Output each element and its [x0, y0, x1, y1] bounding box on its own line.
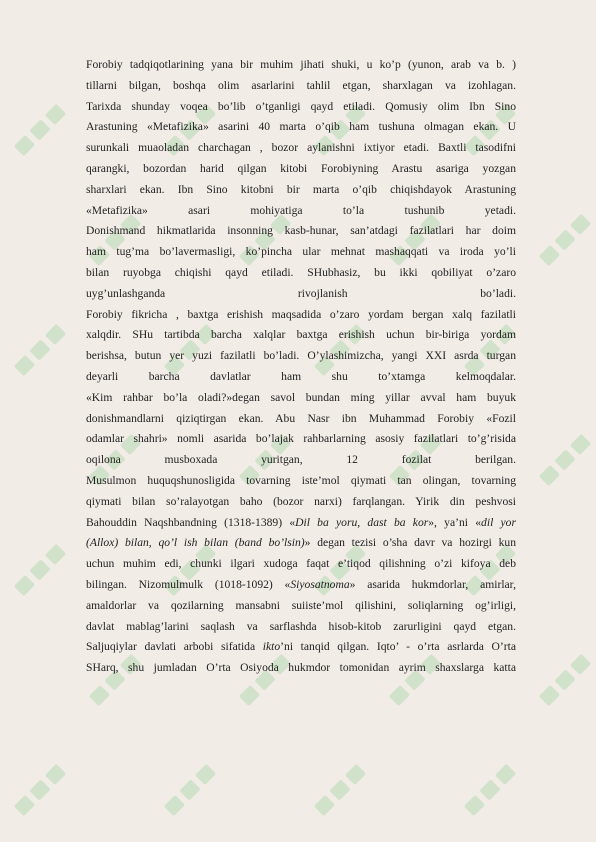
watermark-block	[554, 449, 575, 470]
paragraph	[86, 471, 516, 679]
text-line: ham tug’ma bo’lavermasligi, ko’pincha ular mehnat mashaqqati va iroda yo’li	[86, 245, 516, 259]
watermark-mark	[539, 434, 591, 486]
watermark-mark	[14, 104, 66, 156]
text-line	[86, 533, 516, 554]
text-line: oqilona musboxada yuritgan, 12 fozilat berilgan.	[86, 453, 516, 467]
text-line: «Metafizika» asari mohiyatiga to’la tushunib yetadi.	[86, 203, 516, 217]
watermark-mark	[464, 764, 516, 816]
watermark-block	[14, 575, 35, 596]
text-line: Musulmon huquqshunosligida tovarning iste’mol qiymati tan olingan, tovarning	[86, 473, 516, 487]
text-run: » asarida hukmdorlar, amirlar,	[349, 577, 516, 591]
text-line: bilan ruyobga chiqishi qayd etiladi. SHubhasiz, bu ikki qobiliyat o’zaro	[86, 265, 516, 279]
watermark-mark	[14, 544, 66, 596]
italic-run: (Alloх) bilan, qo’l ish bilan (band bo’lsin)	[86, 536, 305, 550]
text-line: tillarni bilgan, boshqa olim asarlarini tahlil etgan, sharxlagan va izohlagan.	[86, 78, 516, 92]
watermark-block	[539, 245, 560, 266]
watermark-block	[14, 795, 35, 816]
text-run: bilingan. Nizomulmulk (1018-1092) «	[86, 577, 291, 591]
text-run: », ya’ni «	[428, 515, 482, 529]
text-line: «Kim rahbar bo’la oladi?»degan savol bundan ming yillar avval ham buyuk	[86, 390, 516, 404]
text-run: Bahouddin Naqshbandning (1318-1389) «	[86, 515, 296, 529]
watermark-block	[29, 119, 50, 140]
watermark-block	[570, 214, 591, 235]
text-line: odamlar shahri» nomli asarida bo’lajak rahbarlarning asosiy fazilatlari to’g’risida	[86, 432, 516, 446]
watermark-block	[345, 764, 366, 785]
watermark-block	[479, 779, 500, 800]
text-line: Forobiy tadqiqotlarining yana bir muhim jihati shuki, u ko’p (yunon, arab va b. )	[86, 58, 516, 71]
text-run: » degan tezisi o’sha davr va hozirgi kun	[304, 536, 516, 550]
watermark-block	[45, 104, 66, 125]
watermark-block	[89, 685, 110, 706]
text-line: deyarli barcha davlatlar ham shu to’xtamga kelmoqdalar.	[86, 369, 516, 383]
watermark-block	[29, 339, 50, 360]
text-line: uchun muhim edi, chunki ilgari xudoga faqat e’tiqod qilishning o’zi kifoya deb	[86, 557, 516, 571]
watermark-block	[29, 559, 50, 580]
watermark-block	[554, 669, 575, 690]
text-line: Forobiy fikricha , baxtga erishish maqsadida o’zaro yordam bergan xalq fazilatli	[86, 307, 516, 321]
text-line: davlat mablag’larini saqlash va sarflashda hisob-kitob zarurligini qayd etgan.	[86, 619, 516, 633]
watermark-mark	[314, 764, 366, 816]
watermark-block	[195, 764, 216, 785]
watermark-block	[45, 544, 66, 565]
text-line	[86, 575, 516, 596]
text-run: Saljuqiylar davlati arbobi sifatida	[86, 640, 263, 654]
text-line	[86, 637, 516, 658]
watermark-block	[570, 654, 591, 675]
paragraph	[86, 305, 516, 388]
text-line: amaldorlar va qozilarning mansabni suiiste’mol qilishini, soliqlarning og’irligi,	[86, 598, 516, 612]
watermark-block	[495, 764, 516, 785]
paragraph	[86, 221, 516, 304]
watermark-block	[389, 685, 410, 706]
text-line: qiymati bilan so’ralayotgan baho (bozor narxi) farqlangan. Yirik din peshvosi	[86, 494, 516, 508]
watermark-block	[329, 779, 350, 800]
italic-run: Dil ba yoru, dast ba kor	[295, 515, 429, 529]
italic-run: dil yor	[481, 515, 516, 529]
text-line: uyg’unlashganda rivojlanish bo’ladi.	[86, 286, 516, 300]
text-line: qarangki, bozordan harid qilgan kitobi Forobiyning Arastu asariga yozgan	[86, 161, 516, 175]
text-line: SHarq, shu jumladan O’rta Osiyoda hukmdor tomonidan ayrim shaxslarga katta	[86, 661, 516, 675]
watermark-block	[539, 465, 560, 486]
text-line: Donishmand hikmatlarida insonning kasb-hunar, san’atdagi fazilatlari har doim	[86, 224, 516, 238]
watermark-block	[45, 764, 66, 785]
italic-run: Siyosatnoma	[290, 577, 350, 591]
watermark-block	[570, 434, 591, 455]
watermark-block	[14, 135, 35, 156]
text-line: donishmandlarni qiziqtirgan ekan. Abu Nasr ibn Muhammad Forobiy «Fozil	[86, 411, 516, 425]
text-line: berishsa, butun yer yuzi fazilatli bo’ladi. O’ylashimizcha, yangi XXI asrda turgan	[86, 349, 516, 363]
watermark-block	[14, 355, 35, 376]
watermark-block	[164, 795, 185, 816]
text-line: xalqdir. SHu tartibda barcha xalqlar baxtga erishish uchun bir-biriga yordam	[86, 328, 516, 342]
watermark-block	[45, 324, 66, 345]
watermark-mark	[14, 764, 66, 816]
text-line: sharxlari ekan. Ibn Sino kitobni bir marta o’qib chiqishdayok Arastuning	[86, 182, 516, 196]
watermark-block	[179, 779, 200, 800]
text-line	[86, 513, 516, 534]
text-line: Tarixda shunday voqea bo’lib o’tganligi qayd etiladi. Qomusiy olim Ibn Sino	[86, 99, 516, 113]
watermark-block	[239, 685, 260, 706]
italic-run: ikto	[262, 640, 281, 654]
watermark-mark	[539, 654, 591, 706]
document-body	[86, 55, 516, 679]
watermark-block	[29, 779, 50, 800]
paragraph	[86, 55, 516, 221]
watermark-block	[539, 685, 560, 706]
watermark-mark	[539, 214, 591, 266]
watermark-block	[464, 795, 485, 816]
watermark-mark	[164, 764, 216, 816]
watermark-block	[554, 229, 575, 250]
text-run: ’ni tanqid qilgan. Iqto’ - o’rta asrlarda O’rta	[280, 640, 516, 654]
paragraph	[86, 388, 516, 471]
text-line: surunkali muaoladan charchagan , bozor aylanishni ixtiyor etadi. Baxtli tasodifni	[86, 141, 516, 155]
text-line: Arastuning «Metafizika» asarini 40 marta o’qib ham tushuna olmagan ekan. U	[86, 120, 516, 134]
watermark-mark	[14, 324, 66, 376]
watermark-block	[314, 795, 335, 816]
